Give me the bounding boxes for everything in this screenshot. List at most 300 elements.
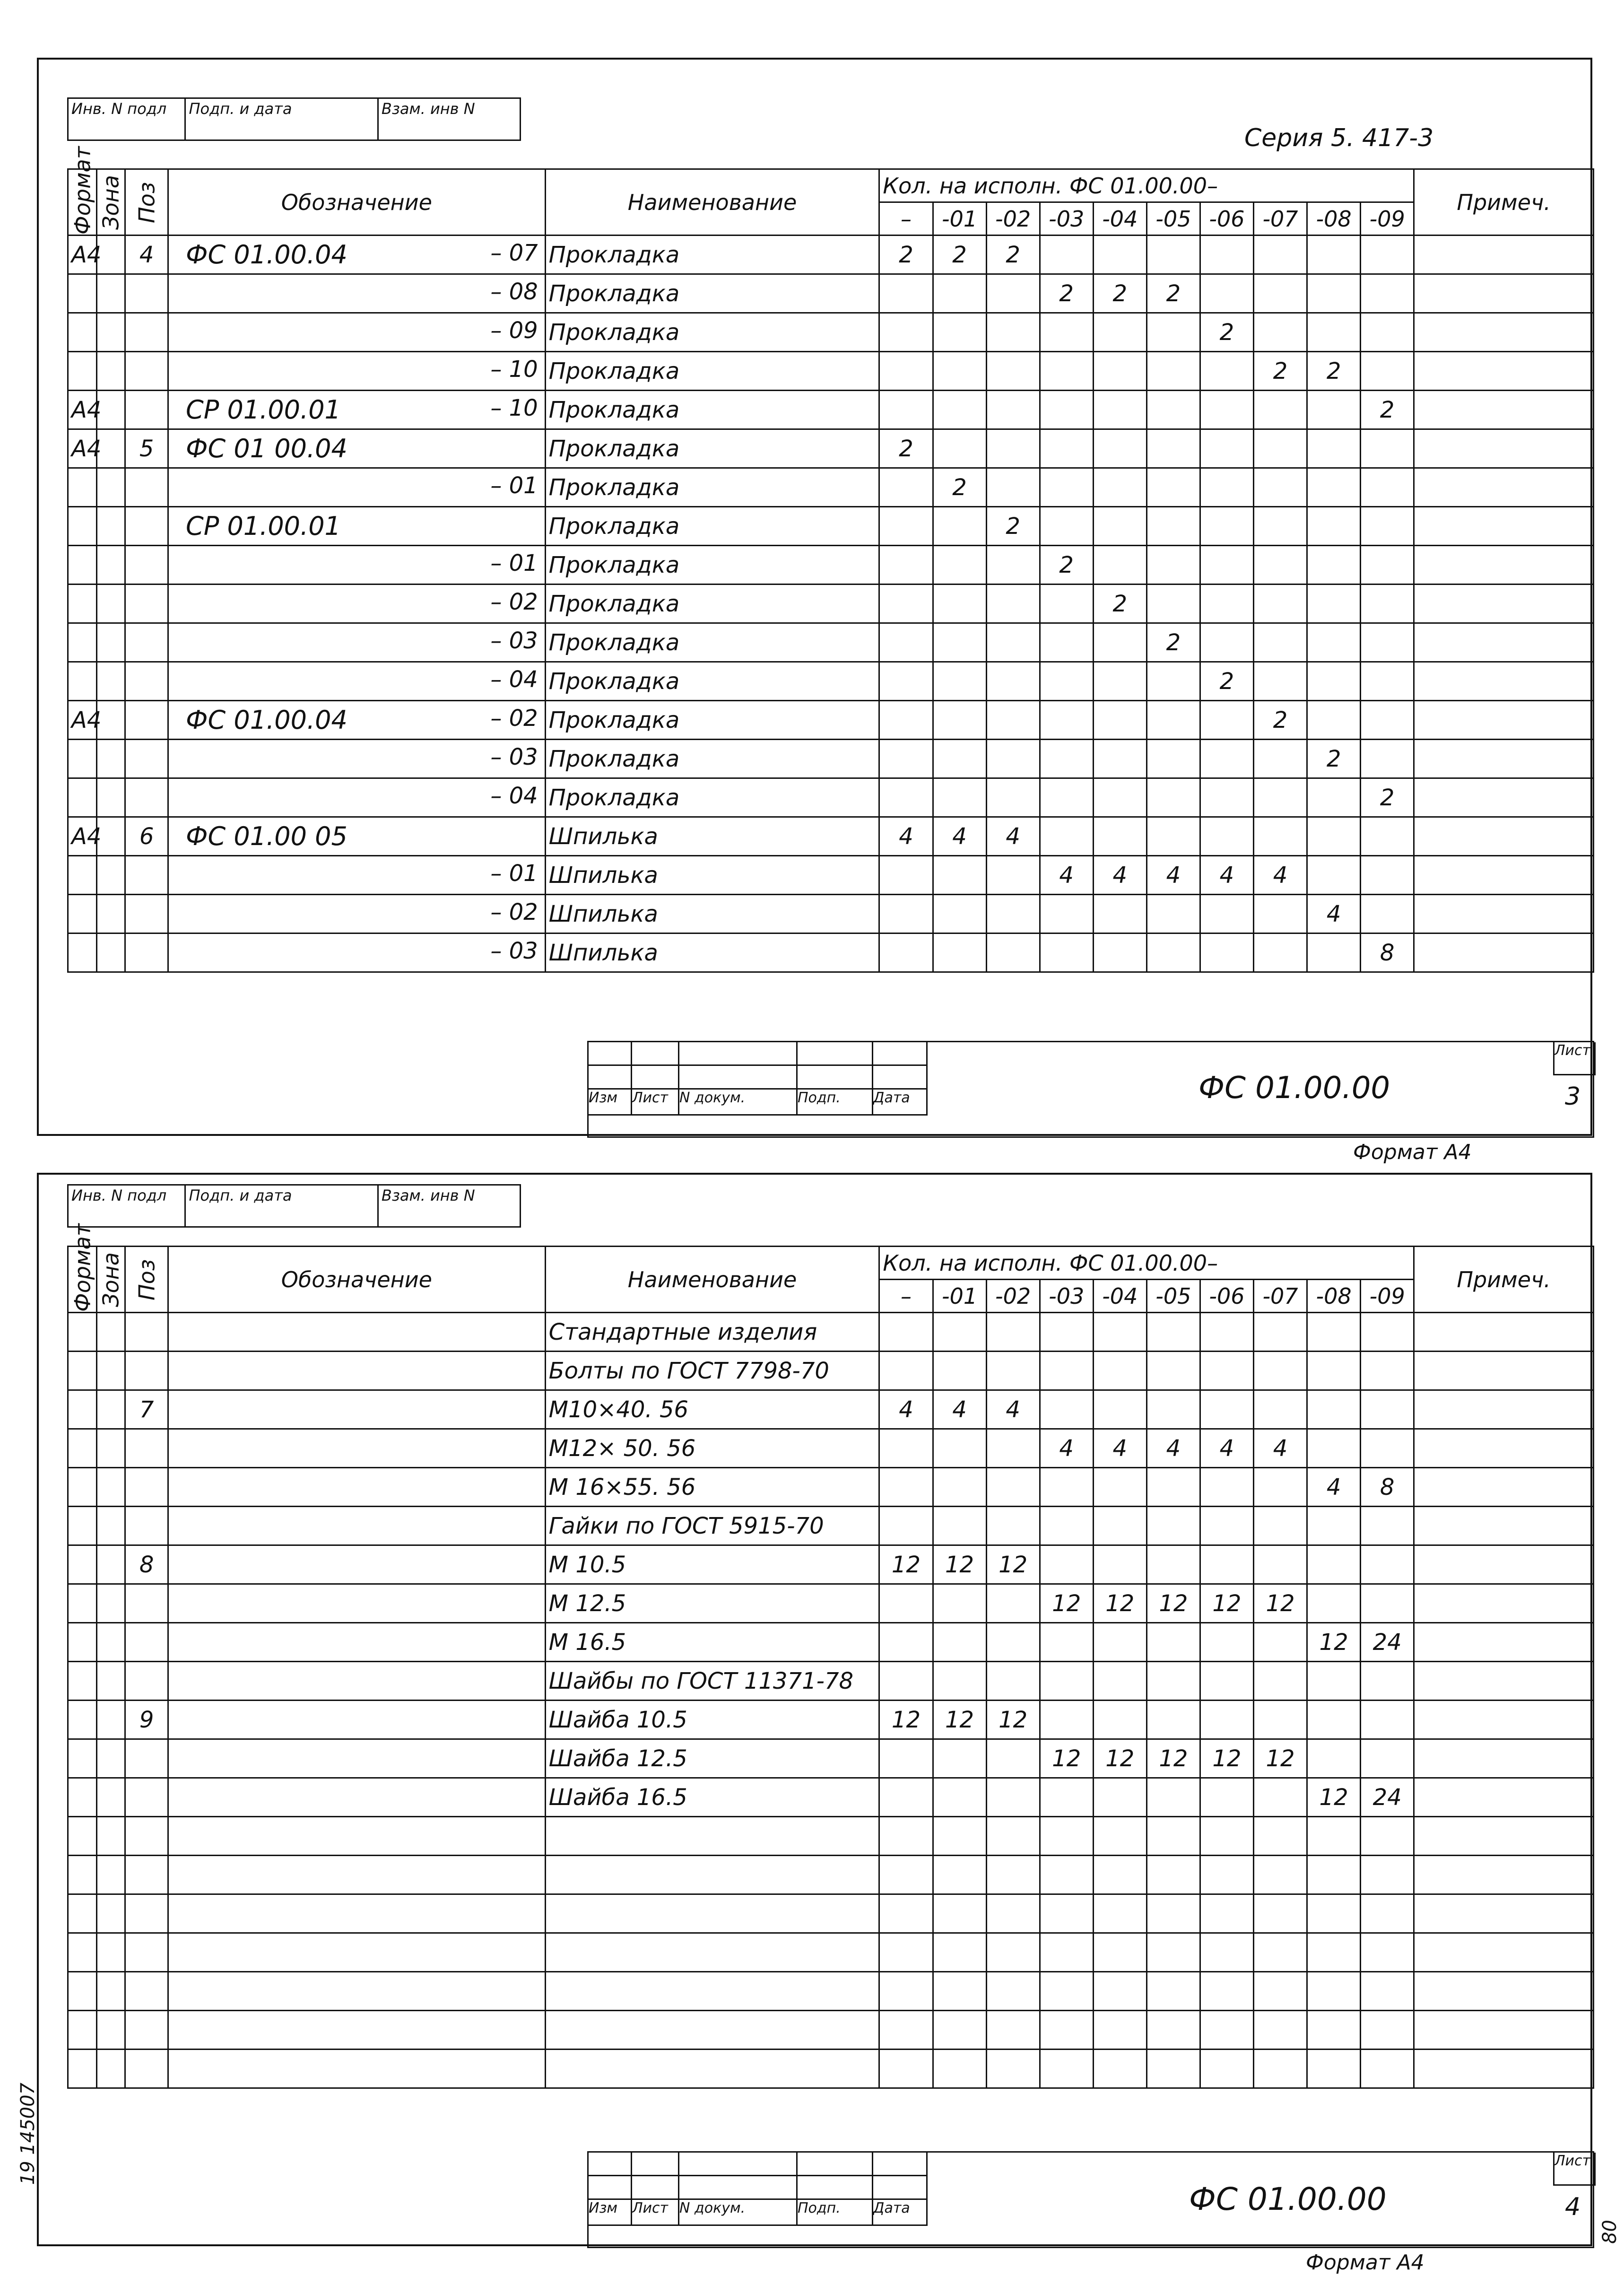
designation-code-text: СР 01.00.01	[186, 395, 341, 425]
spec-table-2	[67, 1223, 1594, 2089]
cell-note	[1414, 429, 1594, 468]
cell-note	[1414, 1545, 1594, 1584]
side-archive-number: 19 145007	[17, 2083, 39, 2185]
cell-format	[68, 2050, 97, 2088]
variant-header: -06	[1200, 202, 1253, 236]
col-pos: Поз	[125, 1247, 168, 1313]
cell-qty	[1093, 1662, 1146, 1701]
cell-qty: 12	[986, 1545, 1040, 1584]
cell-pos	[125, 895, 168, 933]
cell-qty	[1040, 1468, 1093, 1507]
cell-designation	[168, 584, 546, 623]
cell-qty	[1040, 507, 1093, 546]
cell-zone	[96, 1352, 125, 1390]
cell-qty	[879, 1856, 933, 1894]
cell-name: М 16.5	[545, 1623, 879, 1662]
cell-pos	[125, 778, 168, 817]
cell-pos	[125, 584, 168, 623]
cell-note	[1414, 1933, 1594, 1972]
table-row	[68, 1739, 1594, 1778]
table-row	[68, 468, 1594, 507]
cell-qty	[1146, 1894, 1200, 1933]
cell-pos	[125, 313, 168, 352]
cell-note	[1414, 895, 1594, 933]
cell-designation	[168, 1468, 546, 1507]
cell-qty: 12	[1146, 1739, 1200, 1778]
cell-name	[545, 1933, 879, 1972]
cell-qty	[933, 546, 986, 584]
cell-qty	[1361, 895, 1414, 933]
cell-qty	[1253, 740, 1307, 778]
cell-qty	[1307, 1894, 1361, 1933]
cell-qty	[1200, 2050, 1253, 2088]
cell-qty	[1093, 933, 1146, 972]
cell-qty	[1307, 2050, 1361, 2088]
cell-qty	[1146, 352, 1200, 391]
cell-zone	[96, 740, 125, 778]
cell-qty	[1040, 1507, 1093, 1545]
cell-qty	[1146, 662, 1200, 701]
cell-qty	[1361, 274, 1414, 313]
cell-qty: 2	[879, 429, 933, 468]
variant-header: -09	[1361, 202, 1414, 236]
cell-qty	[1040, 429, 1093, 468]
cell-note	[1414, 1856, 1594, 1894]
cell-format	[68, 468, 97, 507]
cell-qty	[1361, 313, 1414, 352]
cell-qty	[986, 1856, 1040, 1894]
designation-suffix: – 10	[490, 356, 538, 383]
cell-qty	[1361, 1507, 1414, 1545]
cell-qty	[879, 2050, 933, 2088]
cell-zone	[96, 778, 125, 817]
cell-qty	[1200, 2011, 1253, 2050]
cell-designation	[168, 1390, 546, 1429]
cell-qty	[1040, 1778, 1093, 1817]
cell-format	[68, 507, 97, 546]
cell-pos: 8	[125, 1545, 168, 1584]
variant-header: -09	[1361, 1280, 1414, 1313]
cell-qty	[986, 856, 1040, 895]
cell-zone	[96, 468, 125, 507]
cell-qty	[1146, 1972, 1200, 2011]
cell-pos	[125, 1817, 168, 1856]
cell-qty	[933, 1584, 986, 1623]
cell-qty	[879, 468, 933, 507]
cell-qty	[1307, 778, 1361, 817]
cell-qty	[1361, 2050, 1414, 2088]
cell-qty	[1040, 2011, 1093, 2050]
cell-qty	[879, 740, 933, 778]
cell-pos	[125, 1662, 168, 1701]
cell-qty	[879, 778, 933, 817]
cell-qty	[933, 2011, 986, 2050]
cell-qty	[1307, 313, 1361, 352]
cell-qty	[1040, 895, 1093, 933]
cell-designation	[168, 236, 546, 274]
cell-qty	[1146, 391, 1200, 429]
cell-qty	[1040, 933, 1093, 972]
cell-name: Прокладка	[545, 352, 879, 391]
table-row	[68, 1933, 1594, 1972]
cell-qty: 2	[1093, 584, 1146, 623]
cell-qty	[1146, 1623, 1200, 1662]
cell-pos	[125, 1778, 168, 1817]
table-row	[68, 1817, 1594, 1856]
table-row	[68, 778, 1594, 817]
cell-name	[545, 2050, 879, 2088]
variant-header: -07	[1253, 202, 1307, 236]
cell-qty	[1253, 1972, 1307, 2011]
cell-qty	[1040, 2050, 1093, 2088]
cell-qty	[1146, 2050, 1200, 2088]
col-zone: Зона	[96, 169, 125, 236]
variant-header: -04	[1093, 202, 1146, 236]
cell-qty	[986, 1972, 1040, 2011]
cell-format: А4	[68, 236, 97, 274]
cell-qty	[986, 1894, 1040, 1933]
cell-qty: 24	[1361, 1623, 1414, 1662]
cell-qty	[1200, 1817, 1253, 1856]
cell-name	[545, 1972, 879, 2011]
cell-zone	[96, 623, 125, 662]
cell-qty: 12	[1093, 1584, 1146, 1623]
cell-qty	[986, 1817, 1040, 1856]
cell-qty	[1361, 662, 1414, 701]
cell-format	[68, 274, 97, 313]
cell-qty	[1200, 933, 1253, 972]
cell-zone	[96, 1894, 125, 1933]
cell-qty	[1040, 662, 1093, 701]
cell-qty	[1093, 1390, 1146, 1429]
cell-pos	[125, 1352, 168, 1390]
cell-qty	[933, 623, 986, 662]
stamp-list: Лист	[632, 1090, 679, 1116]
cell-qty	[933, 1429, 986, 1468]
cell-qty	[1093, 507, 1146, 546]
stamp-doc: N докум.	[679, 2200, 798, 2226]
cell-qty	[1307, 662, 1361, 701]
cell-name: Шайба 10.5	[545, 1701, 879, 1739]
table-row	[68, 1545, 1594, 1584]
cell-qty	[1200, 1390, 1253, 1429]
cell-qty	[1253, 1545, 1307, 1584]
cell-qty	[933, 1507, 986, 1545]
cell-format	[68, 662, 97, 701]
cell-pos	[125, 662, 168, 701]
cell-qty	[879, 274, 933, 313]
cell-qty	[879, 546, 933, 584]
cell-pos: 7	[125, 1390, 168, 1429]
page-number: 4	[1565, 2193, 1581, 2221]
table-row	[68, 662, 1594, 701]
cell-qty	[879, 1313, 933, 1352]
cell-name: Шайба 12.5	[545, 1739, 879, 1778]
cell-qty	[986, 429, 1040, 468]
variant-header: -02	[986, 1280, 1040, 1313]
cell-note	[1414, 1623, 1594, 1662]
cell-qty	[1253, 1468, 1307, 1507]
cell-qty	[1361, 1545, 1414, 1584]
cell-pos	[125, 1313, 168, 1352]
cell-qty	[986, 895, 1040, 933]
cell-qty	[1253, 623, 1307, 662]
cell-qty	[1200, 352, 1253, 391]
variant-header: –	[879, 202, 933, 236]
cell-name: М 12.5	[545, 1584, 879, 1623]
cell-format	[68, 546, 97, 584]
cell-qty: 12	[1146, 1584, 1200, 1623]
cell-qty	[879, 1972, 933, 2011]
cell-qty: 2	[1200, 313, 1253, 352]
cell-qty	[1200, 1507, 1253, 1545]
cell-pos	[125, 1468, 168, 1507]
cell-qty	[1040, 1894, 1093, 1933]
cell-qty	[1093, 817, 1146, 856]
sheet-1	[37, 58, 1592, 1164]
cell-note	[1414, 662, 1594, 701]
cell-note	[1414, 1507, 1594, 1545]
cell-format: А4	[68, 701, 97, 740]
cell-qty	[1093, 1468, 1146, 1507]
designation-suffix: – 01	[490, 860, 538, 887]
cell-pos: 9	[125, 1701, 168, 1739]
cell-qty: 4	[1253, 1429, 1307, 1468]
cell-qty	[1146, 1701, 1200, 1739]
cell-zone	[96, 1856, 125, 1894]
cell-qty: 24	[1361, 1778, 1414, 1817]
cell-qty: 2	[1253, 352, 1307, 391]
cell-name: Шайба 16.5	[545, 1778, 879, 1817]
cell-qty	[1200, 1933, 1253, 1972]
cell-qty	[1200, 1662, 1253, 1701]
cell-zone	[96, 1545, 125, 1584]
cell-qty	[1093, 1507, 1146, 1545]
cell-qty	[1253, 1507, 1307, 1545]
cell-pos	[125, 1507, 168, 1545]
cell-qty	[1307, 1701, 1361, 1739]
cell-qty: 2	[1307, 740, 1361, 778]
table-row	[68, 1778, 1594, 1817]
cell-qty	[1307, 1507, 1361, 1545]
spec-table-1	[67, 146, 1594, 973]
col-format: Формат	[68, 169, 97, 236]
stamp-podp: Подп.	[798, 2200, 873, 2226]
cell-qty	[1040, 1545, 1093, 1584]
cell-pos	[125, 701, 168, 740]
cell-qty	[1146, 1352, 1200, 1390]
cell-qty	[1146, 1313, 1200, 1352]
cell-qty: 2	[1253, 701, 1307, 740]
cell-qty: 12	[933, 1701, 986, 1739]
col-note: Примеч.	[1414, 169, 1594, 236]
cell-qty	[986, 1623, 1040, 1662]
designation-suffix: – 01	[490, 472, 538, 499]
cell-qty	[1253, 274, 1307, 313]
col-note: Примеч.	[1414, 1247, 1594, 1313]
cell-qty	[1093, 2050, 1146, 2088]
cell-format	[68, 1545, 97, 1584]
designation-code-text: ФС 01.00 05	[186, 821, 347, 851]
cell-qty	[933, 701, 986, 740]
cell-qty	[1200, 1856, 1253, 1894]
cell-pos	[125, 1972, 168, 2011]
sheet-label: Лист	[1553, 2153, 1596, 2186]
cell-note	[1414, 1701, 1594, 1739]
cell-format	[68, 2011, 97, 2050]
variant-header: -02	[986, 202, 1040, 236]
cell-qty	[1146, 2011, 1200, 2050]
cell-designation	[168, 1545, 546, 1584]
cell-designation	[168, 546, 546, 584]
designation-suffix: – 02	[490, 899, 538, 925]
cell-qty: 2	[879, 236, 933, 274]
table-row	[68, 701, 1594, 740]
cell-note	[1414, 236, 1594, 274]
cell-qty	[1200, 546, 1253, 584]
cell-format	[68, 740, 97, 778]
cell-note	[1414, 1313, 1594, 1352]
cell-qty	[1093, 1778, 1146, 1817]
variant-header: -08	[1307, 202, 1361, 236]
cell-qty: 12	[1200, 1584, 1253, 1623]
variant-header: -03	[1040, 202, 1093, 236]
stamp-date: Дата	[873, 1090, 928, 1116]
cell-qty	[1253, 2011, 1307, 2050]
cell-pos: 5	[125, 429, 168, 468]
cell-qty	[1253, 778, 1307, 817]
cell-designation	[168, 817, 546, 856]
table-row	[68, 856, 1594, 895]
cell-qty	[1307, 236, 1361, 274]
cell-qty: 4	[1040, 1429, 1093, 1468]
cell-format	[68, 1817, 97, 1856]
cell-qty	[1200, 584, 1253, 623]
cell-qty	[986, 1468, 1040, 1507]
variant-header: -01	[933, 202, 986, 236]
cell-format	[68, 933, 97, 972]
cell-qty	[1093, 236, 1146, 274]
cell-pos	[125, 507, 168, 546]
cell-note	[1414, 584, 1594, 623]
cell-note	[1414, 778, 1594, 817]
cell-pos	[125, 1894, 168, 1933]
cell-pos	[125, 274, 168, 313]
cell-pos	[125, 546, 168, 584]
cell-qty	[1093, 1894, 1146, 1933]
cell-qty	[1361, 1701, 1414, 1739]
cell-name: Прокладка	[545, 778, 879, 817]
cell-qty	[879, 662, 933, 701]
table-row	[68, 623, 1594, 662]
cell-zone	[96, 352, 125, 391]
cell-qty	[1146, 1778, 1200, 1817]
cell-designation	[168, 1701, 546, 1739]
cell-pos	[125, 352, 168, 391]
cell-qty	[1361, 584, 1414, 623]
table-row	[68, 584, 1594, 623]
cell-qty	[1146, 1933, 1200, 1972]
cell-zone	[96, 1778, 125, 1817]
cell-qty	[1146, 236, 1200, 274]
cell-name: Прокладка	[545, 429, 879, 468]
cell-zone	[96, 2011, 125, 2050]
cell-qty	[879, 933, 933, 972]
cell-qty	[1361, 1933, 1414, 1972]
cell-qty	[1307, 507, 1361, 546]
table-row	[68, 546, 1594, 584]
stamp-podp: Подп.	[798, 1090, 873, 1116]
cell-qty	[879, 1507, 933, 1545]
cell-zone	[96, 274, 125, 313]
cell-name: М 16×55. 56	[545, 1468, 879, 1507]
cell-designation	[168, 856, 546, 895]
cell-qty	[1253, 933, 1307, 972]
cell-qty	[1200, 1894, 1253, 1933]
cell-name: Шайбы по ГОСТ 11371-78	[545, 1662, 879, 1701]
cell-name: Гайки по ГОСТ 5915-70	[545, 1507, 879, 1545]
cell-name: Шпилька	[545, 933, 879, 972]
cell-qty	[1040, 1390, 1093, 1429]
cell-qty: 12	[1093, 1739, 1146, 1778]
table-row	[68, 1507, 1594, 1545]
cell-name: Прокладка	[545, 701, 879, 740]
cell-qty	[1040, 1313, 1093, 1352]
cell-qty: 4	[1307, 1468, 1361, 1507]
cell-qty	[986, 740, 1040, 778]
cell-qty	[1146, 546, 1200, 584]
cell-zone	[96, 1972, 125, 2011]
col-designation: Обозначение	[168, 169, 546, 236]
cell-qty: 4	[933, 817, 986, 856]
cell-qty	[1040, 391, 1093, 429]
cell-qty	[1093, 778, 1146, 817]
cell-name: М10×40. 56	[545, 1390, 879, 1429]
cell-qty	[933, 740, 986, 778]
cell-qty	[1253, 1933, 1307, 1972]
cell-zone	[96, 933, 125, 972]
cell-designation	[168, 1817, 546, 1856]
cell-zone	[96, 856, 125, 895]
cell-qty	[933, 1894, 986, 1933]
cell-qty	[1146, 701, 1200, 740]
cell-qty	[1146, 507, 1200, 546]
cell-qty	[1040, 236, 1093, 274]
cell-designation	[168, 313, 546, 352]
cell-qty	[1253, 584, 1307, 623]
cell-designation	[168, 391, 546, 429]
cell-name: Болты по ГОСТ 7798-70	[545, 1352, 879, 1390]
cell-qty: 4	[1093, 856, 1146, 895]
cell-qty	[1146, 895, 1200, 933]
cell-pos	[125, 391, 168, 429]
cell-designation	[168, 1352, 546, 1390]
cell-designation	[168, 1662, 546, 1701]
cell-qty	[1361, 236, 1414, 274]
cell-qty	[1093, 429, 1146, 468]
sign-date-label: Подп. и дата	[186, 99, 378, 140]
cell-qty	[1253, 2050, 1307, 2088]
cell-qty: 4	[1146, 1429, 1200, 1468]
cell-qty	[933, 1933, 986, 1972]
cell-qty	[1307, 701, 1361, 740]
cell-designation	[168, 1623, 546, 1662]
cell-designation	[168, 1584, 546, 1623]
cell-note	[1414, 546, 1594, 584]
cell-qty	[933, 1778, 986, 1817]
cell-qty	[1146, 1662, 1200, 1701]
cell-qty	[1200, 507, 1253, 546]
